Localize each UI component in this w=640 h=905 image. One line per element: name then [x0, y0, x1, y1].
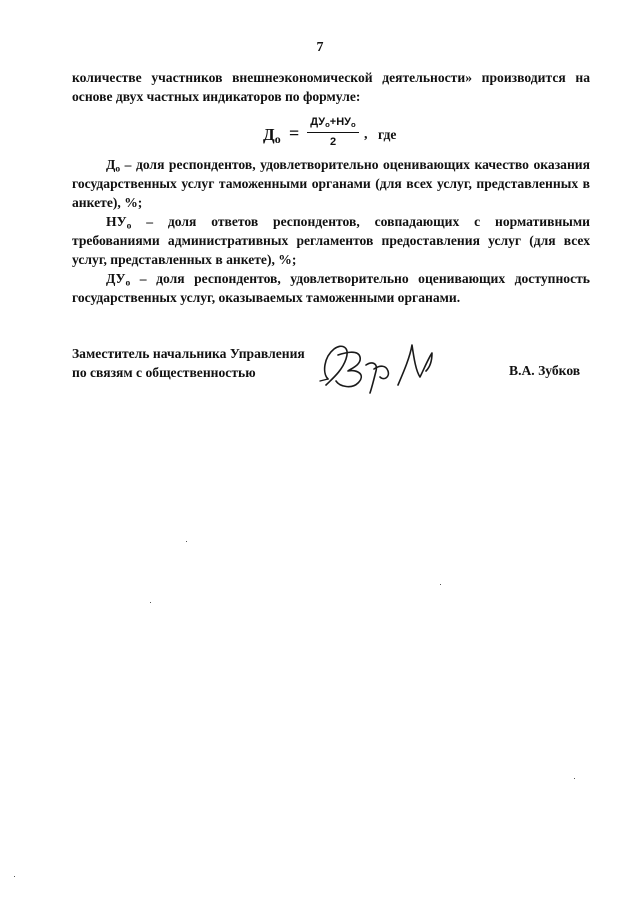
- page-number: 7: [316, 40, 324, 55]
- definition-nu: $НУ_о$ – доля ответов респондентов, совпадающих с нормативными требованиями административных регламентов предоставления услуг (для всех услуг, представленных в анкете), %;: [72, 214, 590, 267]
- signer-position-line2: по связям с общественностью: [72, 365, 256, 380]
- signer-position: [72, 344, 305, 382]
- scan-speck: [14, 876, 15, 877]
- intro-text: количестве участников внешнеэкономической деятельности» производится на основе двух частных индикаторов по формуле:: [72, 70, 590, 104]
- scan-speck: [574, 778, 575, 779]
- scan-speck: [440, 584, 441, 585]
- scan-speck: [150, 602, 151, 603]
- scan-speck: [186, 541, 187, 542]
- formula-fraction-bar: [307, 132, 359, 133]
- signer-name: В.А. Зубков: [509, 363, 581, 378]
- formula-where-label: где: [378, 127, 397, 142]
- formula-equals: =: [289, 123, 300, 143]
- definition-du: $ДУ_о$ – доля респондентов, удовлетворительно оценивающих доступность государственных услуг, оказываемых таможенными органами.: [72, 271, 590, 305]
- definitions: [72, 155, 590, 307]
- formula-denominator: 2: [329, 136, 337, 148]
- intro-paragraph: [72, 68, 590, 106]
- definition-d: $Д_о$ – доля респондентов, удовлетворительно оценивающих качество оказания государственных услуг таможенными органами (для всех услуг, представленных в анкете), %;: [72, 157, 590, 210]
- handwritten-signature: [314, 335, 444, 395]
- formula-lhs: $Д_о$: [263, 125, 281, 146]
- formula: [0, 116, 640, 150]
- signer-position-line1: Заместитель начальника Управления: [72, 346, 305, 361]
- formula-comma: ,: [364, 127, 368, 142]
- formula-numerator: $ДУ_о+НУ_о$: [310, 116, 356, 129]
